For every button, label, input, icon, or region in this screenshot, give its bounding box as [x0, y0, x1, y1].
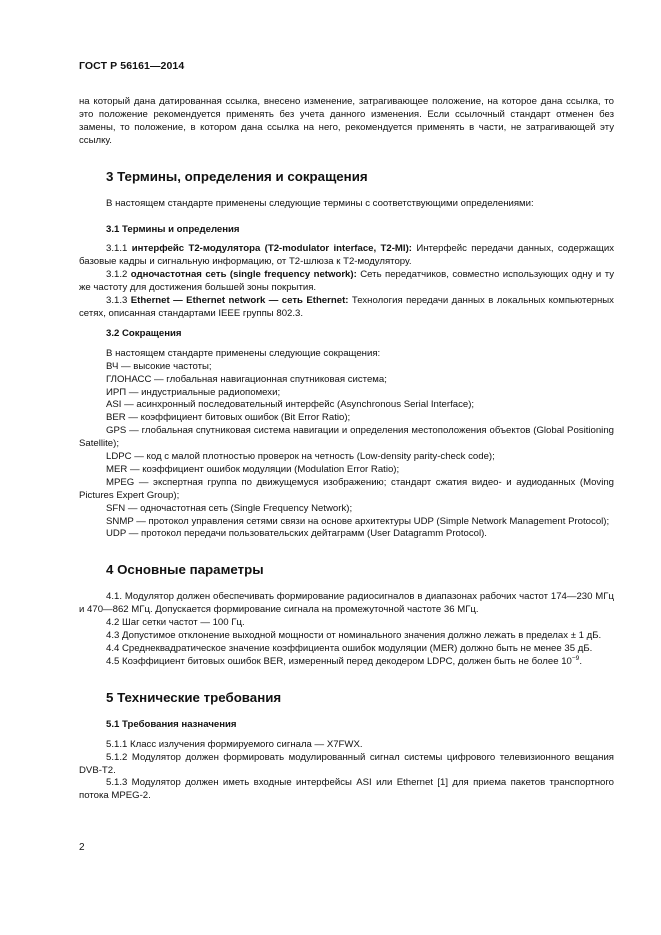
page-number: 2	[79, 842, 85, 853]
clause-4-5	[79, 656, 614, 669]
clause-5-1-2: 5.1.2 Модулятор должен формировать модулированный сигнал системы цифрового телевизионного вещания DVB-T2.	[79, 751, 614, 776]
term-3-1-2	[79, 269, 614, 295]
abbreviation-item: SFN — одночастотная сеть (Single Frequency Network);	[106, 502, 353, 514]
term-name: одночастотная сеть (single frequency network):	[130, 269, 357, 281]
abbreviation-item: MER — коэффициент ошибок модуляции (Modulation Error Ratio);	[106, 463, 400, 475]
section-4-title: 4 Основные параметры	[106, 562, 264, 578]
term-definition: Интерфейс передачи данных, содержащих базовые кадры и сигнальную информацию, от Т2-шлюза к Т2-модулятору.	[79, 243, 614, 268]
abbreviation-item: ИРП — индустриальные радиопомехи;	[106, 386, 281, 398]
term-number: 3.1.3	[106, 295, 131, 307]
clause-4-3: 4.3 Допустимое отклонение выходной мощности от номинального значения должно лежать в пределах ± 1 дБ.	[106, 630, 602, 642]
section-3-intro: В настоящем стандарте применены следующие термины с соответствующими определениями:	[106, 197, 534, 209]
term-3-1-3	[79, 295, 614, 321]
clause-4-1: 4.1. Модулятор должен обеспечивать формирование радиосигналов в диапазонах рабочих частот 174—230 МГц и 470—862 МГц. Допускается формирование сигнала на промежуточной частоте 36 МГц.	[79, 591, 614, 616]
section-3-1-title: 3.1 Термины и определения	[106, 223, 240, 235]
abbreviation-item: ВЧ — высокие частоты;	[106, 360, 212, 372]
term-name: интерфейс Т2-модулятора (T2-modulator interface, T2-MI):	[131, 243, 412, 255]
abbreviation-item: GPS — глобальная спутниковая система навигации и определения местоположения объектов (Global Positioning Satellite);	[79, 425, 614, 450]
clause-5-1-3: 5.1.3 Модулятор должен иметь входные интерфейсы ASI или Ethernet [1] для приема пакетов транспортного потока MPEG-2.	[79, 777, 614, 802]
term-definition: Сеть передатчиков, совместно использующих одну и ту же частоту для достижения большей зоны покрытия.	[79, 269, 614, 294]
abbreviations-intro: В настоящем стандарте применены следующие сокращения:	[106, 347, 381, 359]
term-3-1-1	[79, 243, 614, 269]
abbreviation-item: BER — коэффициент битовых ошибок (Bit Error Ratio);	[106, 412, 351, 424]
clause-4-4: 4.4 Среднеквадратическое значение коэффициента ошибок модуляции (MER) должно быть не менее 35 дБ.	[106, 643, 593, 654]
term-number: 3.1.2	[106, 269, 131, 281]
clause-4-5-end: .	[579, 655, 582, 667]
section-5-title: 5 Технические требования	[106, 689, 282, 705]
term-name: Ethernet — Ethernet network — сеть Ethernet:	[130, 295, 349, 307]
section-5-1-title: 5.1 Требования назначения	[106, 718, 237, 730]
clause-4-5-text: 4.5 Коэффициент битовых ошибок BER, измеренный перед декодером LDPC, должен быть не более 10	[106, 655, 572, 667]
abbreviation-item: MPEG — экспертная группа по движущемуся изображению; стандарт сжатия видео- и аудиоданных (Moving Pictures Expert Group);	[79, 476, 614, 501]
term-definition: Технология передачи данных в локальных компьютерных сетях, описанная стандартами IEEE группы 802.3.	[79, 295, 614, 319]
abbreviation-item: LDPC — код с малой плотностью проверок на четность (Low-density parity-check code);	[106, 451, 495, 463]
page-header: ГОСТ Р 56161—2014	[79, 60, 185, 72]
abbreviation-item: SNMP — протокол управления сетями связи на основе архитектуры UDP (Simple Network Management Protocol);	[106, 515, 610, 527]
exponent: −9	[571, 654, 580, 662]
clause-4-2: 4.2 Шаг сетки частот — 100 Гц.	[106, 617, 245, 629]
term-number: 3.1.1	[106, 243, 132, 255]
intro-paragraph: на который дана датированная ссылка, внесено изменение, затрагивающее положение, на которое дана ссылка, то это положение рекомендуется применять без учета данного изменения. Если ссылочный стандарт отменен без замены, то положение, в котором дана ссылка на него, рекомендуется применять в части, не затрагивающей эту ссылку.	[79, 96, 614, 146]
abbreviation-item: ГЛОНАСС — глобальная навигационная спутниковая система;	[106, 373, 387, 385]
abbreviation-item: ASI — асинхронный последовательный интерфейс (Asynchronous Serial Interface);	[106, 399, 475, 411]
section-3-title: 3 Термины, определения и сокращения	[106, 168, 368, 184]
clause-5-1-1: 5.1.1 Класс излучения формируемого сигнала — X7FWX.	[106, 738, 363, 750]
section-3-2-title: 3.2 Сокращения	[106, 327, 182, 339]
abbreviation-item: UDP — протокол передачи пользовательских дейтаграмм (User Datagramm Protocol).	[106, 528, 487, 540]
page-content	[79, 96, 614, 803]
